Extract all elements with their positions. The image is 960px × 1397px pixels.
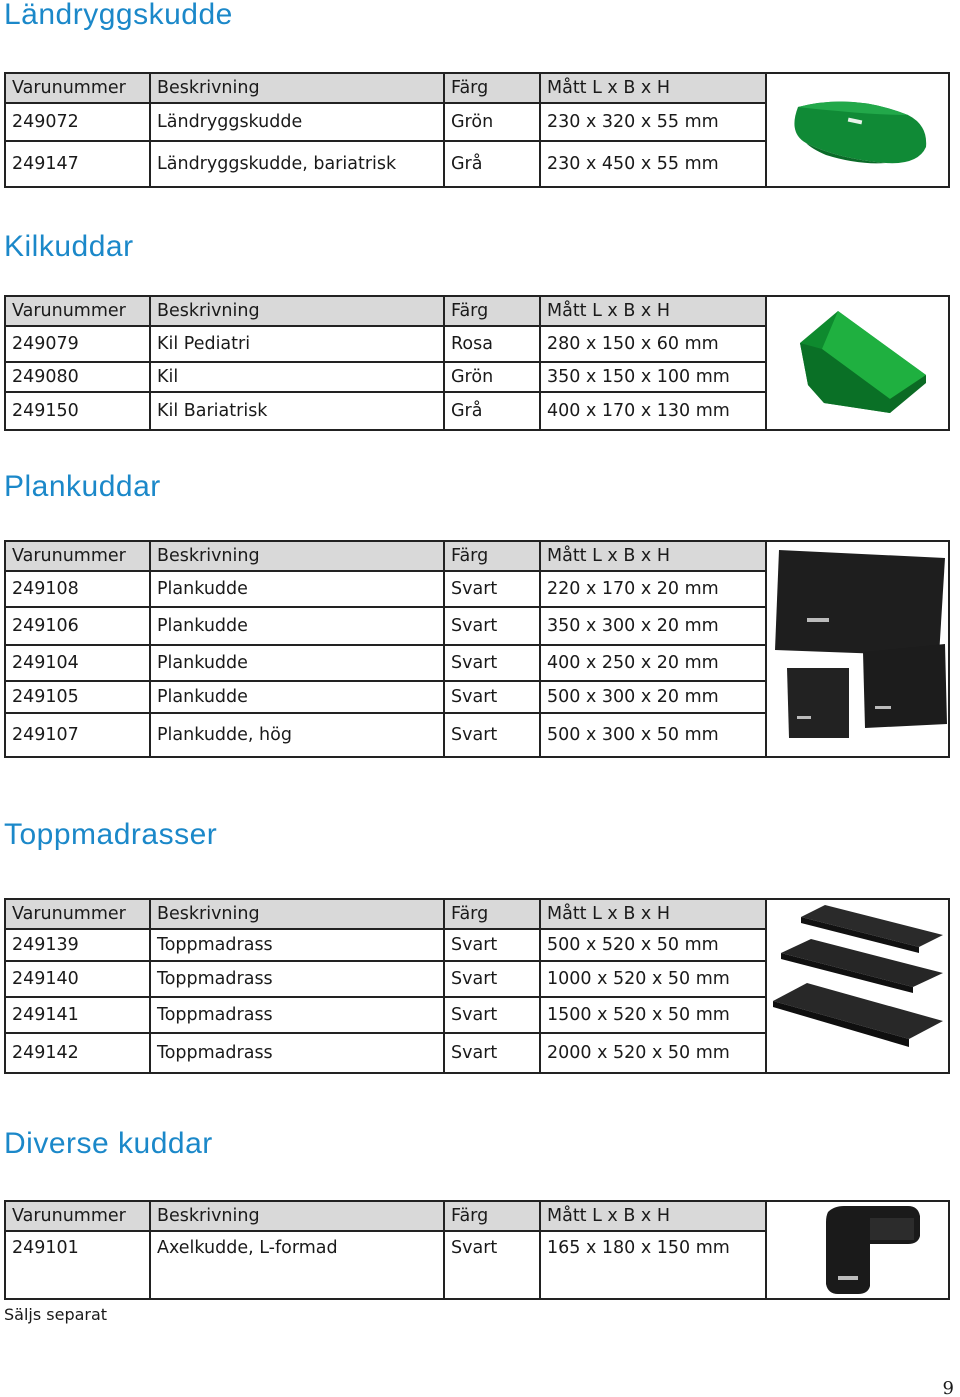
product-image — [766, 541, 949, 757]
cell-beskrivning: Toppmadrass — [150, 961, 444, 997]
cell-beskrivning: Toppmadrass — [150, 997, 444, 1033]
cell-farg: Svart — [444, 713, 540, 757]
cell-matt: 220 x 170 x 20 mm — [540, 571, 766, 607]
product-image — [766, 899, 949, 1073]
header-matt: Mått L x B x H — [540, 73, 766, 103]
header-varunummer: Varunummer — [5, 899, 150, 929]
cell-matt: 1500 x 520 x 50 mm — [540, 997, 766, 1033]
cell-matt: 400 x 170 x 130 mm — [540, 392, 766, 430]
black-flat-cushions-icon — [767, 544, 949, 754]
cell-matt: 165 x 180 x 150 mm — [540, 1231, 766, 1299]
header-varunummer: Varunummer — [5, 73, 150, 103]
header-farg: Färg — [444, 296, 540, 326]
cell-beskrivning: Kil — [150, 362, 444, 392]
header-beskrivning: Beskrivning — [150, 541, 444, 571]
cell-farg: Svart — [444, 1033, 540, 1073]
section-title-toppmadrasser: Toppmadrasser — [4, 818, 218, 851]
header-beskrivning: Beskrivning — [150, 296, 444, 326]
cell-varunummer: 249104 — [5, 645, 150, 681]
header-farg: Färg — [444, 1201, 540, 1231]
cell-varunummer: 249140 — [5, 961, 150, 997]
product-image — [766, 296, 949, 430]
cell-farg: Grön — [444, 103, 540, 141]
cell-farg: Grön — [444, 362, 540, 392]
header-farg: Färg — [444, 73, 540, 103]
cell-matt: 500 x 300 x 20 mm — [540, 681, 766, 713]
cell-matt: 1000 x 520 x 50 mm — [540, 961, 766, 997]
cell-beskrivning: Axelkudde, L-formad — [150, 1231, 444, 1299]
cell-varunummer: 249080 — [5, 362, 150, 392]
cell-beskrivning: Kil Bariatrisk — [150, 392, 444, 430]
header-matt: Mått L x B x H — [540, 899, 766, 929]
product-image — [766, 73, 949, 187]
header-farg: Färg — [444, 899, 540, 929]
cell-varunummer: 249139 — [5, 929, 150, 961]
cell-farg: Svart — [444, 997, 540, 1033]
table-header-row — [5, 296, 949, 326]
cell-beskrivning: Plankudde — [150, 681, 444, 713]
cell-matt: 280 x 150 x 60 mm — [540, 326, 766, 362]
cell-varunummer: 249105 — [5, 681, 150, 713]
cell-matt: 500 x 300 x 50 mm — [540, 713, 766, 757]
cell-farg: Grå — [444, 392, 540, 430]
cell-varunummer: 249106 — [5, 607, 150, 645]
header-beskrivning: Beskrivning — [150, 899, 444, 929]
black-top-mattresses-icon — [767, 901, 949, 1071]
cell-farg: Svart — [444, 681, 540, 713]
cell-matt: 400 x 250 x 20 mm — [540, 645, 766, 681]
table-toppmadrasser — [4, 898, 950, 1074]
header-matt: Mått L x B x H — [540, 296, 766, 326]
cell-farg: Grå — [444, 141, 540, 187]
footnote: Säljs separat — [4, 1305, 108, 1324]
cell-farg: Svart — [444, 645, 540, 681]
cell-varunummer: 249141 — [5, 997, 150, 1033]
cell-farg: Svart — [444, 1231, 540, 1299]
section-title-diverse-kuddar: Diverse kuddar — [4, 1127, 213, 1160]
header-farg: Färg — [444, 541, 540, 571]
table-header-row — [5, 541, 949, 571]
cell-farg: Svart — [444, 929, 540, 961]
header-varunummer: Varunummer — [5, 1201, 150, 1231]
header-beskrivning: Beskrivning — [150, 73, 444, 103]
section-title-kilkuddar: Kilkuddar — [4, 230, 134, 263]
page-number: 9 — [942, 1378, 954, 1397]
green-wedge-cushion-icon — [778, 303, 938, 423]
cell-matt: 500 x 520 x 50 mm — [540, 929, 766, 961]
table-header-row — [5, 1201, 949, 1231]
cell-farg: Svart — [444, 571, 540, 607]
cell-beskrivning: Kil Pediatri — [150, 326, 444, 362]
header-matt: Mått L x B x H — [540, 1201, 766, 1231]
cell-varunummer: 249079 — [5, 326, 150, 362]
header-varunummer: Varunummer — [5, 541, 150, 571]
cell-farg: Svart — [444, 961, 540, 997]
black-l-shaped-cushion-icon — [778, 1202, 938, 1298]
cell-farg: Svart — [444, 607, 540, 645]
table-header-row — [5, 899, 949, 929]
cell-matt: 230 x 320 x 55 mm — [540, 103, 766, 141]
table-header-row — [5, 73, 949, 103]
green-lumbar-cushion-icon — [778, 85, 938, 175]
cell-varunummer: 249107 — [5, 713, 150, 757]
cell-matt: 230 x 450 x 55 mm — [540, 141, 766, 187]
cell-varunummer: 249101 — [5, 1231, 150, 1299]
cell-matt: 350 x 150 x 100 mm — [540, 362, 766, 392]
cell-beskrivning: Plankudde — [150, 607, 444, 645]
cell-beskrivning: Ländryggskudde — [150, 103, 444, 141]
cell-beskrivning: Plankudde — [150, 645, 444, 681]
cell-varunummer: 249072 — [5, 103, 150, 141]
cell-beskrivning: Plankudde, hög — [150, 713, 444, 757]
product-image — [766, 1201, 949, 1299]
header-beskrivning: Beskrivning — [150, 1201, 444, 1231]
cell-beskrivning: Toppmadrass — [150, 929, 444, 961]
cell-farg: Rosa — [444, 326, 540, 362]
section-title-landryggskudde: Ländryggskudde — [4, 0, 233, 31]
cell-varunummer: 249108 — [5, 571, 150, 607]
cell-varunummer: 249142 — [5, 1033, 150, 1073]
table-landryggskudde — [4, 72, 950, 188]
cell-varunummer: 249147 — [5, 141, 150, 187]
header-varunummer: Varunummer — [5, 296, 150, 326]
table-diverse-kuddar — [4, 1200, 950, 1300]
cell-varunummer: 249150 — [5, 392, 150, 430]
table-kilkuddar — [4, 295, 950, 431]
section-title-plankuddar: Plankuddar — [4, 470, 161, 503]
cell-beskrivning: Plankudde — [150, 571, 444, 607]
cell-matt: 350 x 300 x 20 mm — [540, 607, 766, 645]
header-matt: Mått L x B x H — [540, 541, 766, 571]
cell-beskrivning: Toppmadrass — [150, 1033, 444, 1073]
cell-matt: 2000 x 520 x 50 mm — [540, 1033, 766, 1073]
cell-beskrivning: Ländryggskudde, bariatrisk — [150, 141, 444, 187]
table-plankuddar — [4, 540, 950, 758]
